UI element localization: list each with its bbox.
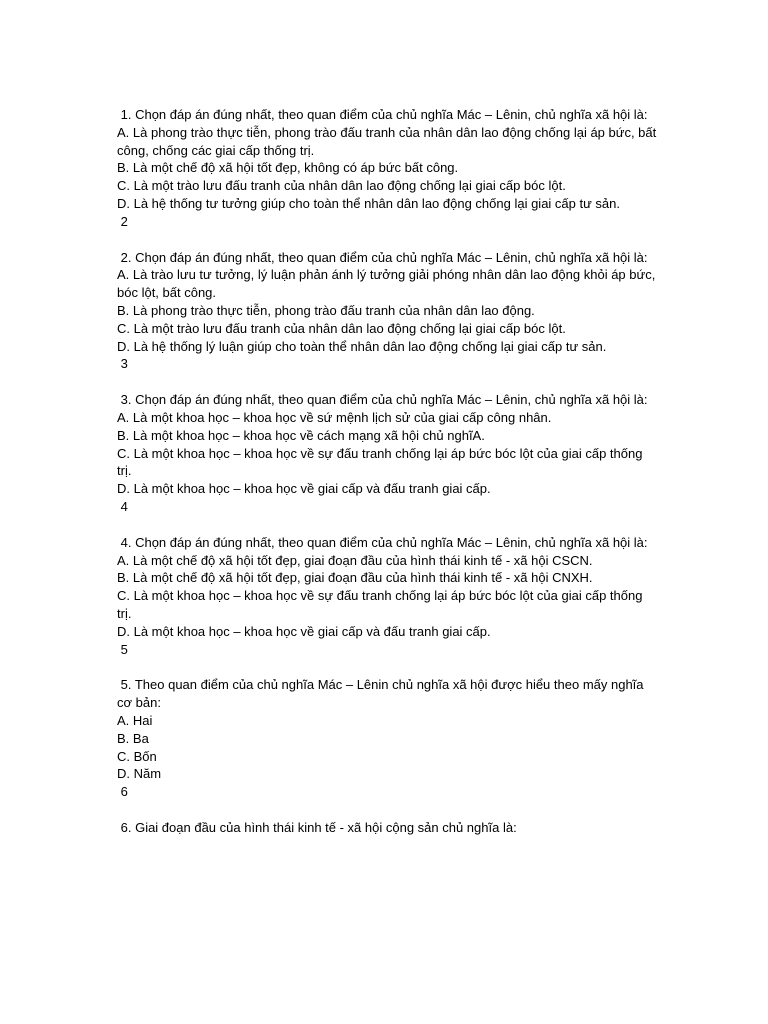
question-stem: 4. Chọn đáp án đúng nhất, theo quan điểm của chủ nghĩa Mác – Lênin, chủ nghĩa xã hội là: [117, 534, 648, 550]
answer-option: D. Là một khoa học – khoa học về giai cấp và đấu tranh giai cấp. [117, 481, 491, 497]
page-number: 5 [117, 641, 128, 657]
answer-option: D. Là hệ thống lý luận giúp cho toàn thể nhân dân lao động chống lại giai cấp tư sản. [117, 338, 607, 354]
answer-option: B. Là một khoa học – khoa học về cách mạng xã hội chủ nghĩA. [117, 427, 485, 443]
answer-option: A. Là phong trào thực tiễn, phong trào đấu tranh của nhân dân lao động chống lại áp bức, bất công, chống các giai cấp thống trị. [117, 124, 660, 158]
question-block [117, 819, 657, 837]
answer-option: A. Hai [117, 712, 153, 728]
answer-option: A. Là một chế độ xã hội tốt đẹp, giai đoạn đầu của hình thái kinh tế - xã hội CSCN. [117, 552, 593, 568]
answer-option: C. Là một khoa học – khoa học về sự đấu tranh chống lại áp bức bóc lột của giai cấp thống trị. [117, 588, 647, 621]
answer-option: A. Là một khoa học – khoa học về sứ mệnh lịch sử của giai cấp công nhân. [117, 409, 552, 425]
answer-option: D. Năm [117, 766, 162, 782]
answer-option: D. Là một khoa học – khoa học về giai cấp và đấu tranh giai cấp. [117, 623, 491, 639]
answer-option: C. Là một khoa học – khoa học về sự đấu tranh chống lại áp bức bóc lột của giai cấp thống trị. [117, 445, 647, 479]
page-number: 3 [117, 356, 128, 372]
question-stem: 2. Chọn đáp án đúng nhất, theo quan điểm của chủ nghĩa Mác – Lênin, chủ nghĩa xã hội là: [117, 249, 648, 265]
answer-option: B. Là một chế độ xã hội tốt đẹp, giai đoạn đầu của hình thái kinh tế - xã hội CNXH. [117, 570, 593, 586]
page-number: 2 [117, 213, 128, 229]
page-number: 4 [117, 498, 128, 514]
answer-option: B. Là một chế độ xã hội tốt đẹp, không có áp bức bất công. [117, 160, 459, 176]
answer-option: C. Bốn [117, 748, 157, 764]
answer-option: B. Ba [117, 730, 149, 746]
question-block [117, 534, 657, 659]
question-stem: 3. Chọn đáp án đúng nhất, theo quan điểm của chủ nghĩa Mác – Lênin, chủ nghĩa xã hội là: [117, 392, 648, 408]
question-stem: 5. Theo quan điểm của chủ nghĩa Mác – Lênin chủ nghĩa xã hội được hiểu theo mấy nghĩa cơ bản: [117, 677, 648, 711]
answer-option: A. Là trào lưu tư tưởng, lý luận phản ánh lý tưởng giải phóng nhân dân lao động khỏi áp bức, bóc lột, bất công. [117, 267, 659, 301]
question-block [117, 391, 657, 516]
question-stem: 1. Chọn đáp án đúng nhất, theo quan điểm của chủ nghĩa Mác – Lênin, chủ nghĩa xã hội là: [117, 107, 648, 122]
answer-option: C. Là một trào lưu đấu tranh của nhân dân lao động chống lại giai cấp bóc lột. [117, 320, 566, 336]
answer-option: C. Là một trào lưu đấu tranh của nhân dân lao động chống lại giai cấp bóc lột. [117, 178, 566, 194]
question-stem: 6. Giai đoạn đầu của hình thái kinh tế - xã hội cộng sản chủ nghĩa là: [117, 819, 517, 835]
page-number: 6 [117, 784, 128, 800]
document-page [117, 106, 660, 855]
question-block [117, 106, 660, 231]
question-block [117, 249, 657, 374]
answer-option: D. Là hệ thống tư tưởng giúp cho toàn thể nhân dân lao động chống lại giai cấp tư sản. [117, 195, 620, 211]
answer-option: B. Là phong trào thực tiễn, phong trào đấu tranh của nhân dân lao động. [117, 302, 535, 318]
question-block [117, 676, 657, 801]
